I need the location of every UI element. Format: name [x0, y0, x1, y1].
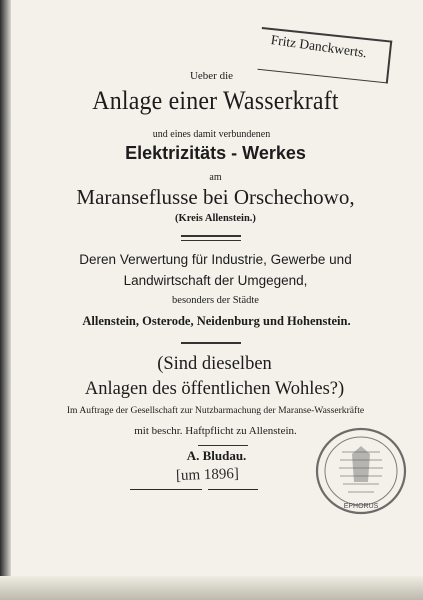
question-line-2: Anlagen des öffentlichen Wohles?): [84, 379, 345, 399]
body-line-1: Deren Verwertung für Industrie, Gewerbe und: [79, 252, 352, 267]
author-name: A. Bludau.: [186, 448, 247, 463]
main-title: Anlage einer Wasserkraft: [92, 86, 339, 115]
library-seal: [312, 424, 410, 518]
commission-line-2: mit beschr. Haftpflicht zu Allenstein.: [134, 425, 297, 437]
divider-rule-thin: [181, 240, 241, 241]
shelfmark-underline: [130, 489, 202, 490]
title-prefix: Ueber die: [189, 70, 234, 82]
owner-stamp: Fritz Danckwerts.: [269, 32, 368, 61]
shelfmark-underline-2: [208, 489, 258, 490]
seal-text: EPHORUS: [343, 503, 379, 510]
divider-rule-2: [181, 342, 241, 344]
body-line-2: Landwirtschaft der Umgegend,: [123, 273, 308, 288]
district-name: (Kreis Allenstein.): [175, 213, 256, 224]
title-connector: und eines damit verbundenen: [152, 129, 271, 140]
cities-line: Allenstein, Osterode, Neidenburg und Hohenstein.: [82, 314, 351, 328]
page-bottom-shadow: [0, 576, 423, 600]
title-preposition: am: [209, 172, 222, 183]
body-line-3: besonders der Städte: [172, 295, 259, 306]
divider-rule: [181, 235, 241, 237]
commission-line-1: Im Auftrage der Gesellschaft zur Nutzbarmachung der Maranse-Wasserkräfte: [66, 405, 365, 416]
subtitle: Elektrizitäts - Werkes: [125, 143, 306, 163]
question-line-1: (Sind dieselben: [157, 354, 272, 374]
divider-rule-3: [198, 445, 248, 446]
river-location: Maranseflusse bei Orschechowo,: [76, 185, 355, 209]
handwritten-shelfmark: [um 1896]: [175, 465, 240, 485]
